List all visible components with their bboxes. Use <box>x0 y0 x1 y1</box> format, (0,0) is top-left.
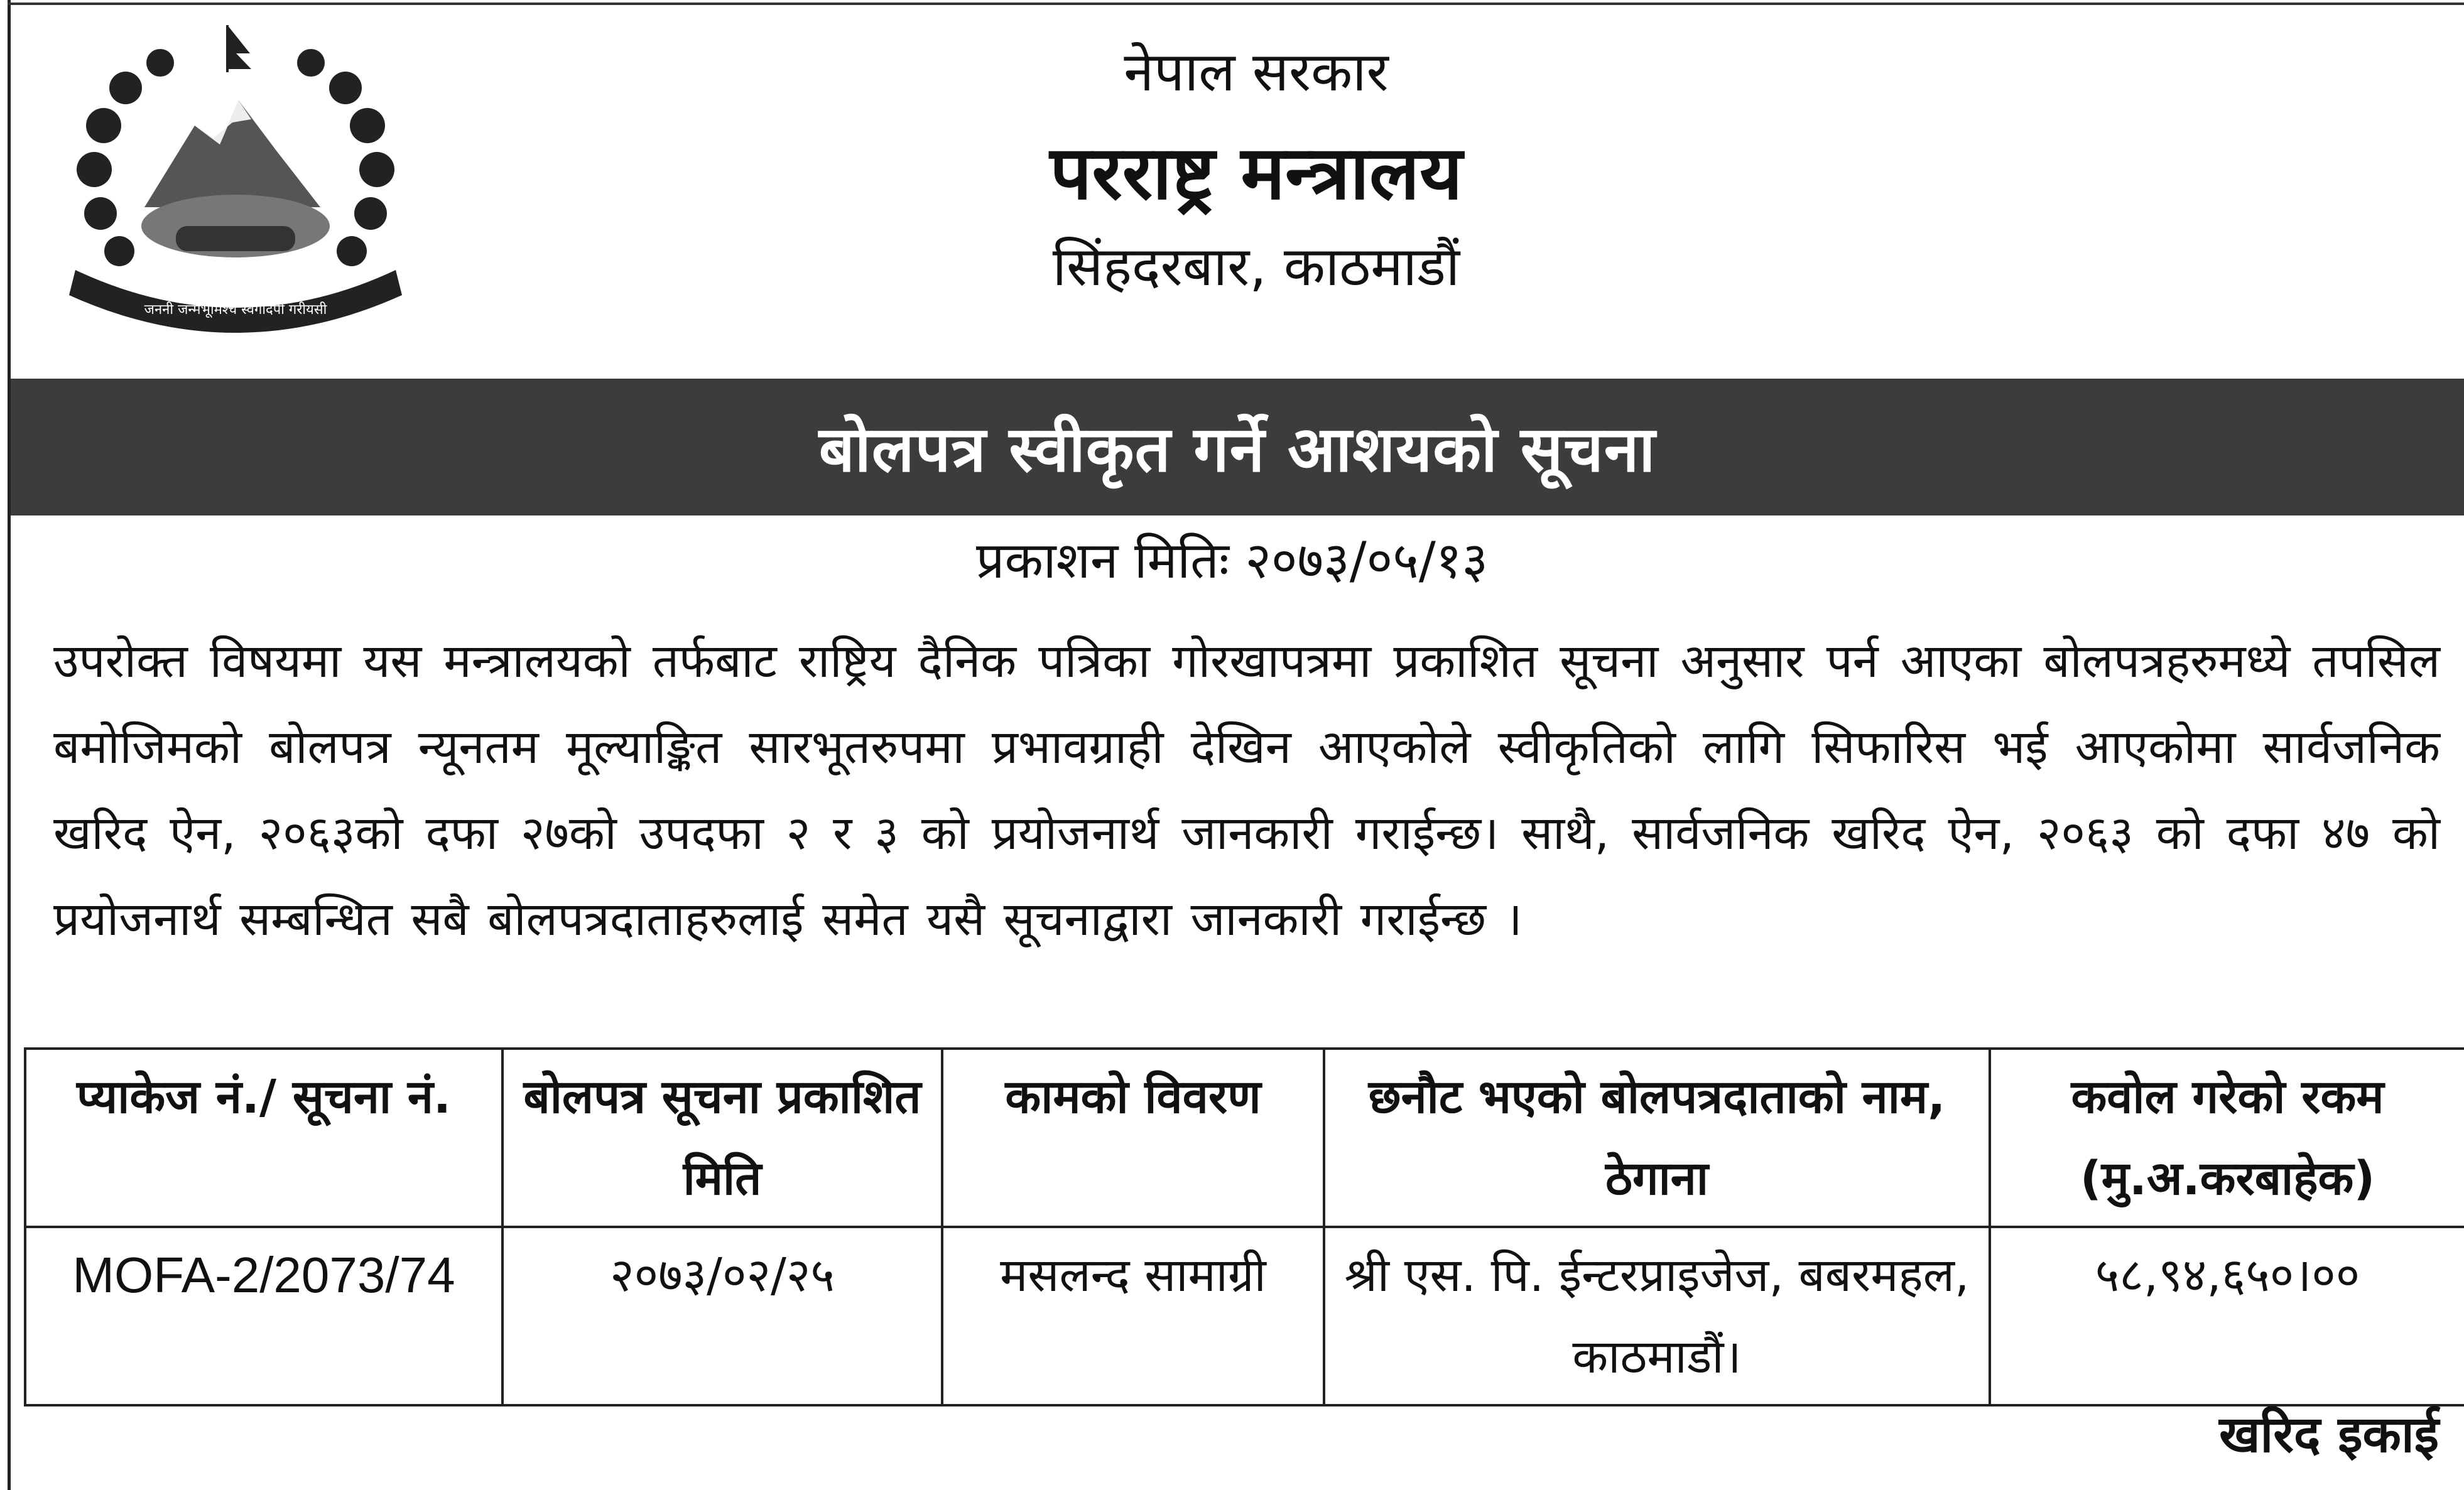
cell-package-no: MOFA-2/2073/74 <box>25 1227 502 1405</box>
header-work-description: कामको विवरण <box>942 1049 1324 1227</box>
header-bid-amount: कवोल गरेको रकम (मु.अ.करबाहेक) <box>1990 1049 2464 1227</box>
letterhead <box>691 38 1821 301</box>
table-row <box>25 1227 2464 1405</box>
ministry-name: परराष्ट्र मन्त्रालय <box>1050 129 1463 216</box>
award-table <box>24 1047 2464 1406</box>
notice-title: बोलपत्र स्वीकृत गर्ने आशयको सूचना <box>818 413 1656 486</box>
header-notice-date: बोलपत्र सूचना प्रकाशित मिति <box>502 1049 942 1227</box>
top-border <box>8 3 2464 5</box>
nepal-emblem-icon <box>50 19 421 345</box>
header-package-no: प्याकेज नं./ सूचना नं. <box>25 1049 502 1227</box>
header-selected-bidder: छनौट भएको बोलपत्रदाताको नाम, ठेगाना <box>1324 1049 1990 1227</box>
notice-title-bar <box>11 379 2464 516</box>
government-name: नेपाल सरकार <box>1124 41 1389 104</box>
cell-bid-amount: ५८,९४,६५०।०० <box>1990 1227 2464 1405</box>
ministry-address: सिंहदरबार, काठमाडौं <box>1052 235 1460 298</box>
signature-purchase-unit: खरिद इकाई <box>2219 1405 2439 1464</box>
table-header-row <box>25 1049 2464 1227</box>
cell-notice-date: २०७३/०२/२५ <box>502 1227 942 1405</box>
cell-selected-bidder: श्री एस. पि. ईन्टरप्राइजेज, बबरमहल, काठमाडौं। <box>1324 1227 1990 1405</box>
cell-work-description: मसलन्द सामाग्री <box>942 1227 1324 1405</box>
emblem-motto: जननी जन्मभूमिश्च स्वर्गादपी गरीयसी <box>144 302 327 318</box>
notice-body: उपरोक्त विषयमा यस मन्त्रालयको तर्फबाट राष्ट्रिय दैनिक पत्रिका गोरखापत्रमा प्रकाशित सूचना अनुसार पर्न आएका बोलपत्रहरुमध्ये तपसिल बमोजिमको बोलपत्र न्यूनतम मूल्याङ्कित सारभूतरुपमा प्रभावग्राही देखिन आएकोले स्वीकृतिको लागि सिफारिस भई आएकोमा सार्वजनिक खरिद ऐन, २०६३को दफा २७को उपदफा २ र ३ को प्रयोजनार्थ जानकारी गराईन्छ। साथै, सार्वजनिक खरिद ऐन, २०६३ को दफा ४७ को प्रयोजनार्थ सम्बन्धित सबै बोलपत्रदाताहरुलाई समेत यसै सूचनाद्वारा जानकारी गराईन्छ । <box>53 634 2440 946</box>
publication-date: प्रकाशन मितिः २०७३/०५/१३ <box>975 531 1489 590</box>
